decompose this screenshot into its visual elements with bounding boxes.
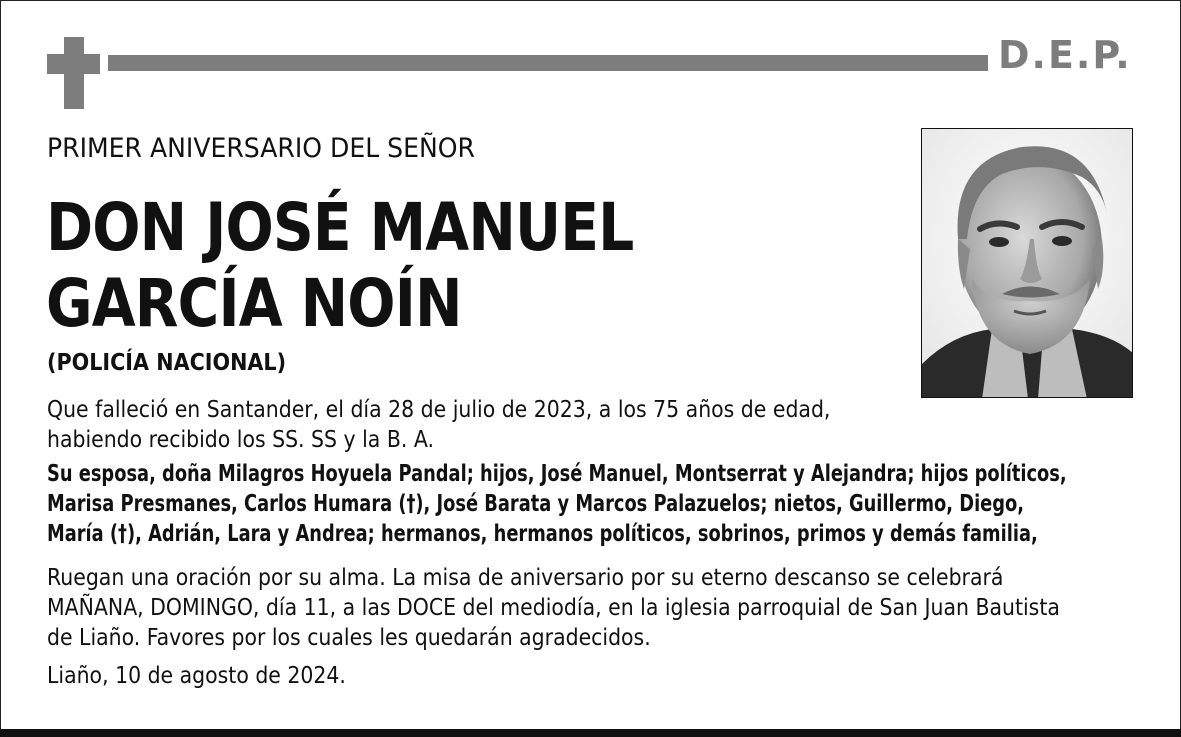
header-divider xyxy=(108,55,988,71)
bottom-border xyxy=(0,729,1181,737)
family-list-line: Su esposa, doña Milagros Hoyuela Pandal; hijos, José Manuel, Montserrat y Alejandra; hijos políticos, xyxy=(47,461,1067,487)
family-list-line: Marisa Presmanes, Carlos Humara (†), José Barata y Marcos Palazuelos; nietos, Guillermo, Diego, xyxy=(47,491,1025,517)
deceased-name-line: DON JOSÉ MANUEL xyxy=(46,189,634,266)
cross-icon-bar xyxy=(47,54,100,74)
death-details-line: habiendo recibido los SS. SS y la B. A. xyxy=(47,425,434,453)
mass-request xyxy=(47,562,1060,652)
place-date xyxy=(47,660,346,690)
deceased-name xyxy=(46,190,633,342)
family-list xyxy=(47,459,1067,549)
deceased-name-line: GARCÍA NOÍN xyxy=(46,265,462,342)
notice-intro: PRIMER ANIVERSARIO DEL SEÑOR xyxy=(47,133,475,164)
portrait-photo xyxy=(921,128,1133,398)
family-list-line: María (†), Adrián, Lara y Andrea; hermanos, hermanos políticos, sobrinos, primos y demás familia, xyxy=(47,521,1038,547)
dep-label: D.E.P. xyxy=(998,33,1132,77)
mass-request-line: de Liaño. Favores por los cuales les quedarán agradecidos. xyxy=(47,623,651,651)
mass-request-line: Ruegan una oración por su alma. La misa de aniversario por su eterno descanso se celebrará xyxy=(47,563,1004,591)
deceased-profession: (POLICÍA NACIONAL) xyxy=(47,350,287,376)
mass-request-line: MAÑANA, DOMINGO, día 11, a las DOCE del mediodía, en la iglesia parroquial de San Juan Bautista xyxy=(47,593,1060,621)
death-details xyxy=(47,394,830,454)
place-date-line: Liaño, 10 de agosto de 2024. xyxy=(47,661,346,689)
death-details-line: Que falleció en Santander, el día 28 de julio de 2023, a los 75 años de edad, xyxy=(47,395,831,423)
